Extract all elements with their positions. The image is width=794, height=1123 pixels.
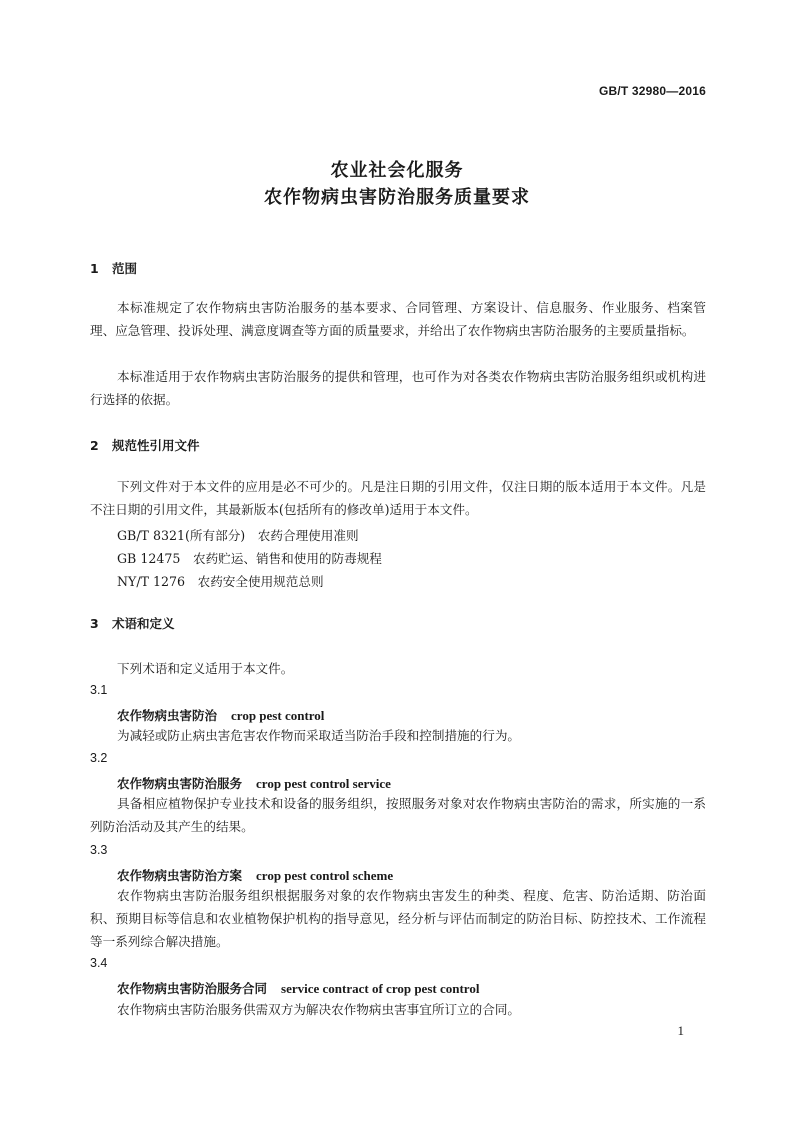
clause-number: 3.2 — [90, 751, 108, 765]
standard-code: GB/T 32980—2016 — [598, 84, 706, 98]
section-1-heading — [90, 259, 137, 277]
section-1-paragraph-1: 本标准规定了农作物病虫害防治服务的基本要求、合同管理、方案设计、信息服务、作业服务、档案管理、应急管理、投诉处理、满意度调查等方面的质量要求，并给出了农作物病虫害防治服务的主要质量指标。 — [90, 300, 706, 338]
clause-number: 3.3 — [90, 843, 108, 857]
section-2-heading — [90, 436, 200, 454]
term-zh: 农作物病虫害防治 — [117, 708, 218, 723]
section-number: 3 — [90, 616, 99, 631]
section-3-heading — [90, 614, 175, 632]
reference-item: NY/T 1276 农药安全使用规范总则 — [117, 574, 324, 589]
section-1-paragraph-2: 本标准适用于农作物病虫害防治服务的提供和管理，也可作为对各类农作物病虫害防治服务组织或机构进行选择的依据。 — [90, 369, 706, 407]
section-3-intro: 下列术语和定义适用于本文件。 — [117, 661, 294, 676]
term-definition: 农作物病虫害防治服务组织根据服务对象的农作物病虫害发生的种类、程度、危害、防治适期、防治面积、预期目标等信息和农业植物保护机构的指导意见，经分析与评估而制定的防治目标、防控技术、工作流程等一系列综合解决措施。 — [90, 888, 706, 949]
term-heading — [117, 774, 391, 792]
reference-item: GB/T 8321(所有部分) 农药合理使用准则 — [117, 528, 359, 543]
section-title: 范围 — [112, 261, 138, 276]
section-number: 2 — [90, 438, 99, 453]
section-2-paragraph-1: 下列文件对于本文件的应用是必不可少的。凡是注日期的引用文件，仅注日期的版本适用于本文件。凡是不注日期的引用文件，其最新版本(包括所有的修改单)适用于本文件。 — [90, 479, 706, 517]
term-en: service contract of crop pest control — [281, 981, 480, 996]
reference-item: GB 12475 农药贮运、销售和使用的防毒规程 — [117, 551, 382, 566]
section-title: 规范性引用文件 — [112, 438, 200, 453]
section-title: 术语和定义 — [112, 616, 175, 631]
section-number: 1 — [90, 261, 99, 276]
term-heading — [117, 866, 393, 884]
term-en: crop pest control service — [256, 776, 391, 791]
page-number: 1 — [677, 1023, 684, 1038]
document-title-line1: 农业社会化服务 — [330, 160, 464, 181]
clause-number: 3.1 — [90, 683, 108, 697]
term-en: crop pest control — [231, 708, 325, 723]
term-definition: 具备相应植物保护专业技术和设备的服务组织，按照服务对象对农作物病虫害防治的需求，所实施的一系列防治活动及其产生的结果。 — [90, 796, 706, 834]
term-definition: 农作物病虫害防治服务供需双方为解决农作物病虫害事宜所订立的合同。 — [117, 1002, 520, 1017]
term-zh: 农作物病虫害防治服务 — [117, 776, 243, 791]
term-zh: 农作物病虫害防治服务合同 — [117, 981, 268, 996]
term-zh: 农作物病虫害防治方案 — [117, 868, 243, 883]
document-title-line2: 农作物病虫害防治服务质量要求 — [264, 187, 530, 208]
term-heading — [117, 706, 324, 724]
term-heading — [117, 979, 479, 997]
term-definition: 为减轻或防止病虫害危害农作物而采取适当防治手段和控制措施的行为。 — [117, 728, 520, 743]
term-en: crop pest control scheme — [256, 868, 394, 883]
clause-number: 3.4 — [90, 956, 108, 970]
